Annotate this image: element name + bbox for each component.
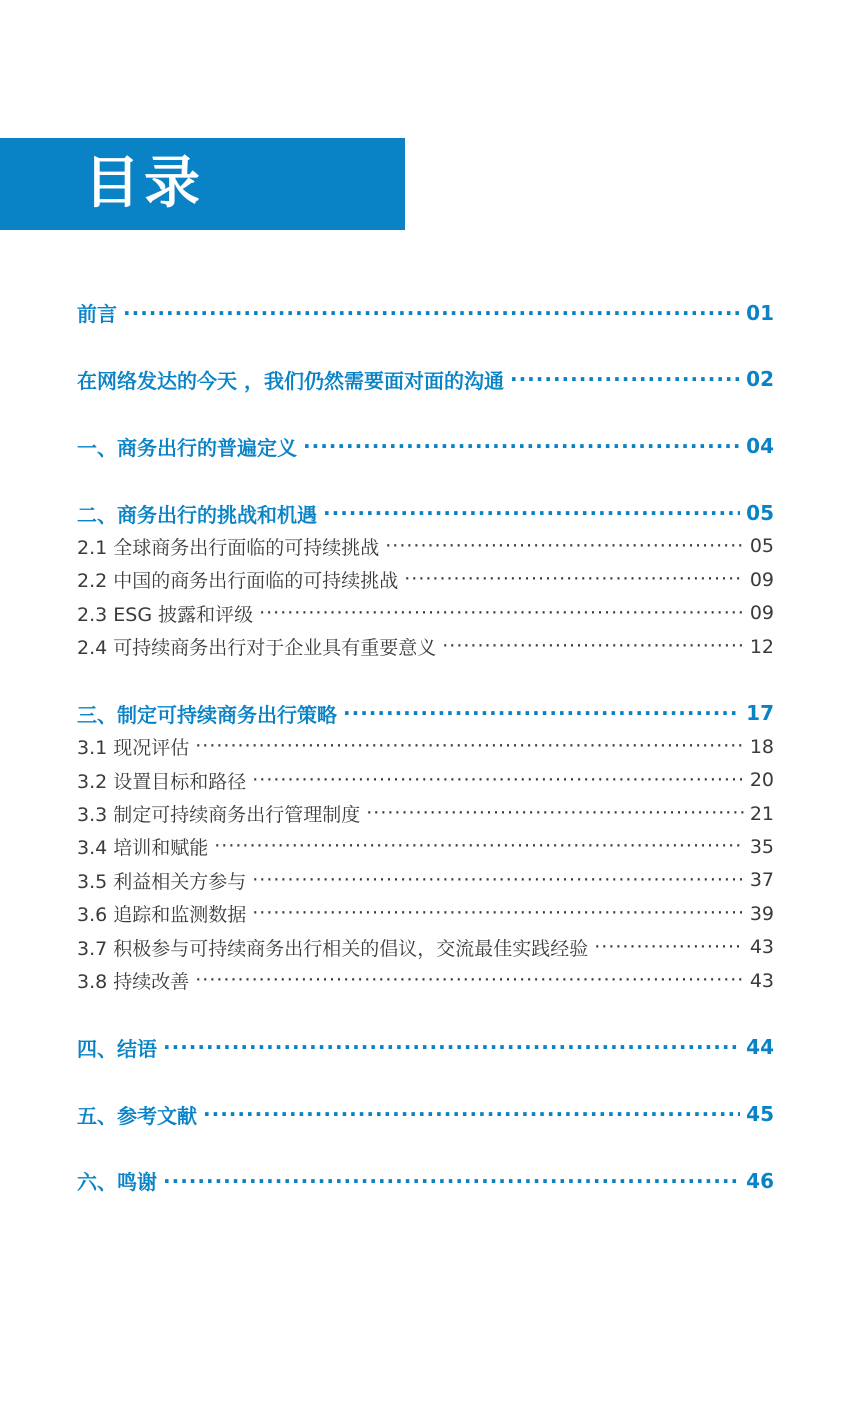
toc-page-number: 09 — [749, 568, 774, 591]
toc-subsection-entry[interactable] — [77, 763, 774, 796]
dot-leader — [323, 503, 740, 523]
toc-entry-label: 3.2 设置目标和路径 — [77, 770, 247, 793]
toc-section-entry[interactable] — [77, 430, 774, 463]
title-banner — [0, 138, 405, 230]
toc-subsection-entry[interactable] — [77, 730, 774, 763]
toc-page-number: 20 — [749, 769, 774, 792]
toc-page-number: 17 — [746, 701, 774, 726]
toc-entry-label: 2.3 ESG 披露和评级 — [77, 603, 254, 626]
toc-entry-label: 2.4 可持续商务出行对于企业具有重要意义 — [77, 637, 437, 660]
toc-page-number: 05 — [746, 501, 774, 526]
table-of-contents — [77, 296, 774, 1198]
toc-entry-label: 3.5 利益相关方参与 — [77, 870, 247, 893]
toc-entry-label: 3.4 培训和赋能 — [77, 837, 209, 860]
toc-entry-label: 一、商务出行的普遍定义 — [77, 435, 297, 460]
toc-page-number: 09 — [749, 602, 774, 625]
toc-entry-label: 3.8 持续改善 — [77, 971, 190, 993]
dot-leader — [252, 904, 744, 923]
toc-page-number: 21 — [749, 802, 774, 825]
toc-section-entry[interactable] — [77, 1164, 774, 1197]
dot-leader — [385, 537, 744, 556]
toc-entry-label: 3.7 积极参与可持续商务出行相关的倡议，交流最佳实践经验 — [77, 937, 589, 960]
toc-spacer — [77, 396, 774, 429]
dot-leader — [163, 1171, 740, 1191]
toc-spacer — [77, 663, 774, 696]
toc-page-number: 04 — [746, 434, 774, 459]
toc-subsection-entry[interactable] — [77, 630, 774, 663]
toc-subsection-entry[interactable] — [77, 964, 774, 997]
toc-page-number: 45 — [746, 1102, 774, 1127]
dot-leader — [252, 871, 744, 890]
dot-leader — [510, 369, 740, 389]
toc-page-number: 43 — [749, 969, 774, 992]
toc-entry-label: 3.1 现况评估 — [77, 737, 190, 760]
toc-entry-label: 2.1 全球商务出行面临的可持续挑战 — [77, 536, 380, 559]
toc-section-entry[interactable] — [77, 296, 774, 329]
toc-spacer — [77, 997, 774, 1030]
dot-leader — [442, 637, 744, 656]
toc-section-entry[interactable] — [77, 1031, 774, 1064]
toc-subsection-entry[interactable] — [77, 797, 774, 830]
toc-entry-label: 在网络发达的今天 ，我们仍然需要面对面的沟通 — [77, 368, 504, 393]
toc-section-entry[interactable] — [77, 697, 774, 730]
toc-subsection-entry[interactable] — [77, 530, 774, 563]
toc-spacer — [77, 463, 774, 496]
toc-section-entry[interactable] — [77, 496, 774, 529]
toc-entry-label: 五、参考文献 — [77, 1103, 197, 1128]
toc-entry-label: 3.6 追踪和监测数据 — [77, 904, 247, 927]
toc-section-entry[interactable] — [77, 363, 774, 396]
toc-subsection-entry[interactable] — [77, 563, 774, 596]
toc-subsection-entry[interactable] — [77, 930, 774, 963]
toc-subsection-entry[interactable] — [77, 830, 774, 863]
toc-page-number: 05 — [749, 535, 774, 558]
toc-page-number: 02 — [746, 367, 774, 392]
toc-page-number: 35 — [749, 835, 774, 858]
toc-page-number: 44 — [746, 1035, 774, 1060]
toc-page-number: 18 — [749, 735, 774, 758]
toc-spacer — [77, 1131, 774, 1164]
toc-spacer — [77, 329, 774, 362]
dot-leader — [163, 1037, 740, 1057]
toc-entry-label: 四、结语 — [77, 1036, 157, 1061]
dot-leader — [203, 1104, 740, 1124]
dot-leader — [594, 938, 744, 957]
toc-spacer — [77, 1064, 774, 1097]
toc-entry-label: 3.3 制定可持续商务出行管理制度 — [77, 804, 361, 827]
toc-entry-label: 三、制定可持续商务出行策略 — [77, 702, 337, 727]
toc-entry-label: 二、商务出行的挑战和机遇 — [77, 502, 317, 527]
toc-subsection-entry[interactable] — [77, 864, 774, 897]
dot-leader — [123, 303, 740, 323]
toc-subsection-entry[interactable] — [77, 597, 774, 630]
dot-leader — [303, 436, 740, 456]
page-title: 目录 — [84, 151, 204, 216]
dot-leader — [259, 604, 744, 623]
toc-section-entry[interactable] — [77, 1097, 774, 1130]
toc-page-number: 39 — [749, 902, 774, 925]
dot-leader — [195, 971, 744, 990]
dot-leader — [366, 804, 744, 823]
toc-page-number: 43 — [749, 936, 774, 959]
toc-entry-label: 2.2 中国的商务出行面临的可持续挑战 — [77, 570, 399, 593]
toc-page-number: 12 — [749, 635, 774, 658]
dot-leader — [252, 771, 744, 790]
toc-page-number: 46 — [746, 1168, 774, 1193]
dot-leader — [195, 737, 744, 756]
toc-page-number: 37 — [749, 869, 774, 892]
toc-subsection-entry[interactable] — [77, 897, 774, 930]
toc-page-number: 01 — [746, 300, 774, 325]
dot-leader — [343, 703, 740, 723]
dot-leader — [404, 570, 744, 589]
toc-entry-label: 六、鸣谢 — [77, 1170, 157, 1195]
dot-leader — [214, 837, 744, 856]
toc-entry-label: 前言 — [77, 302, 117, 327]
